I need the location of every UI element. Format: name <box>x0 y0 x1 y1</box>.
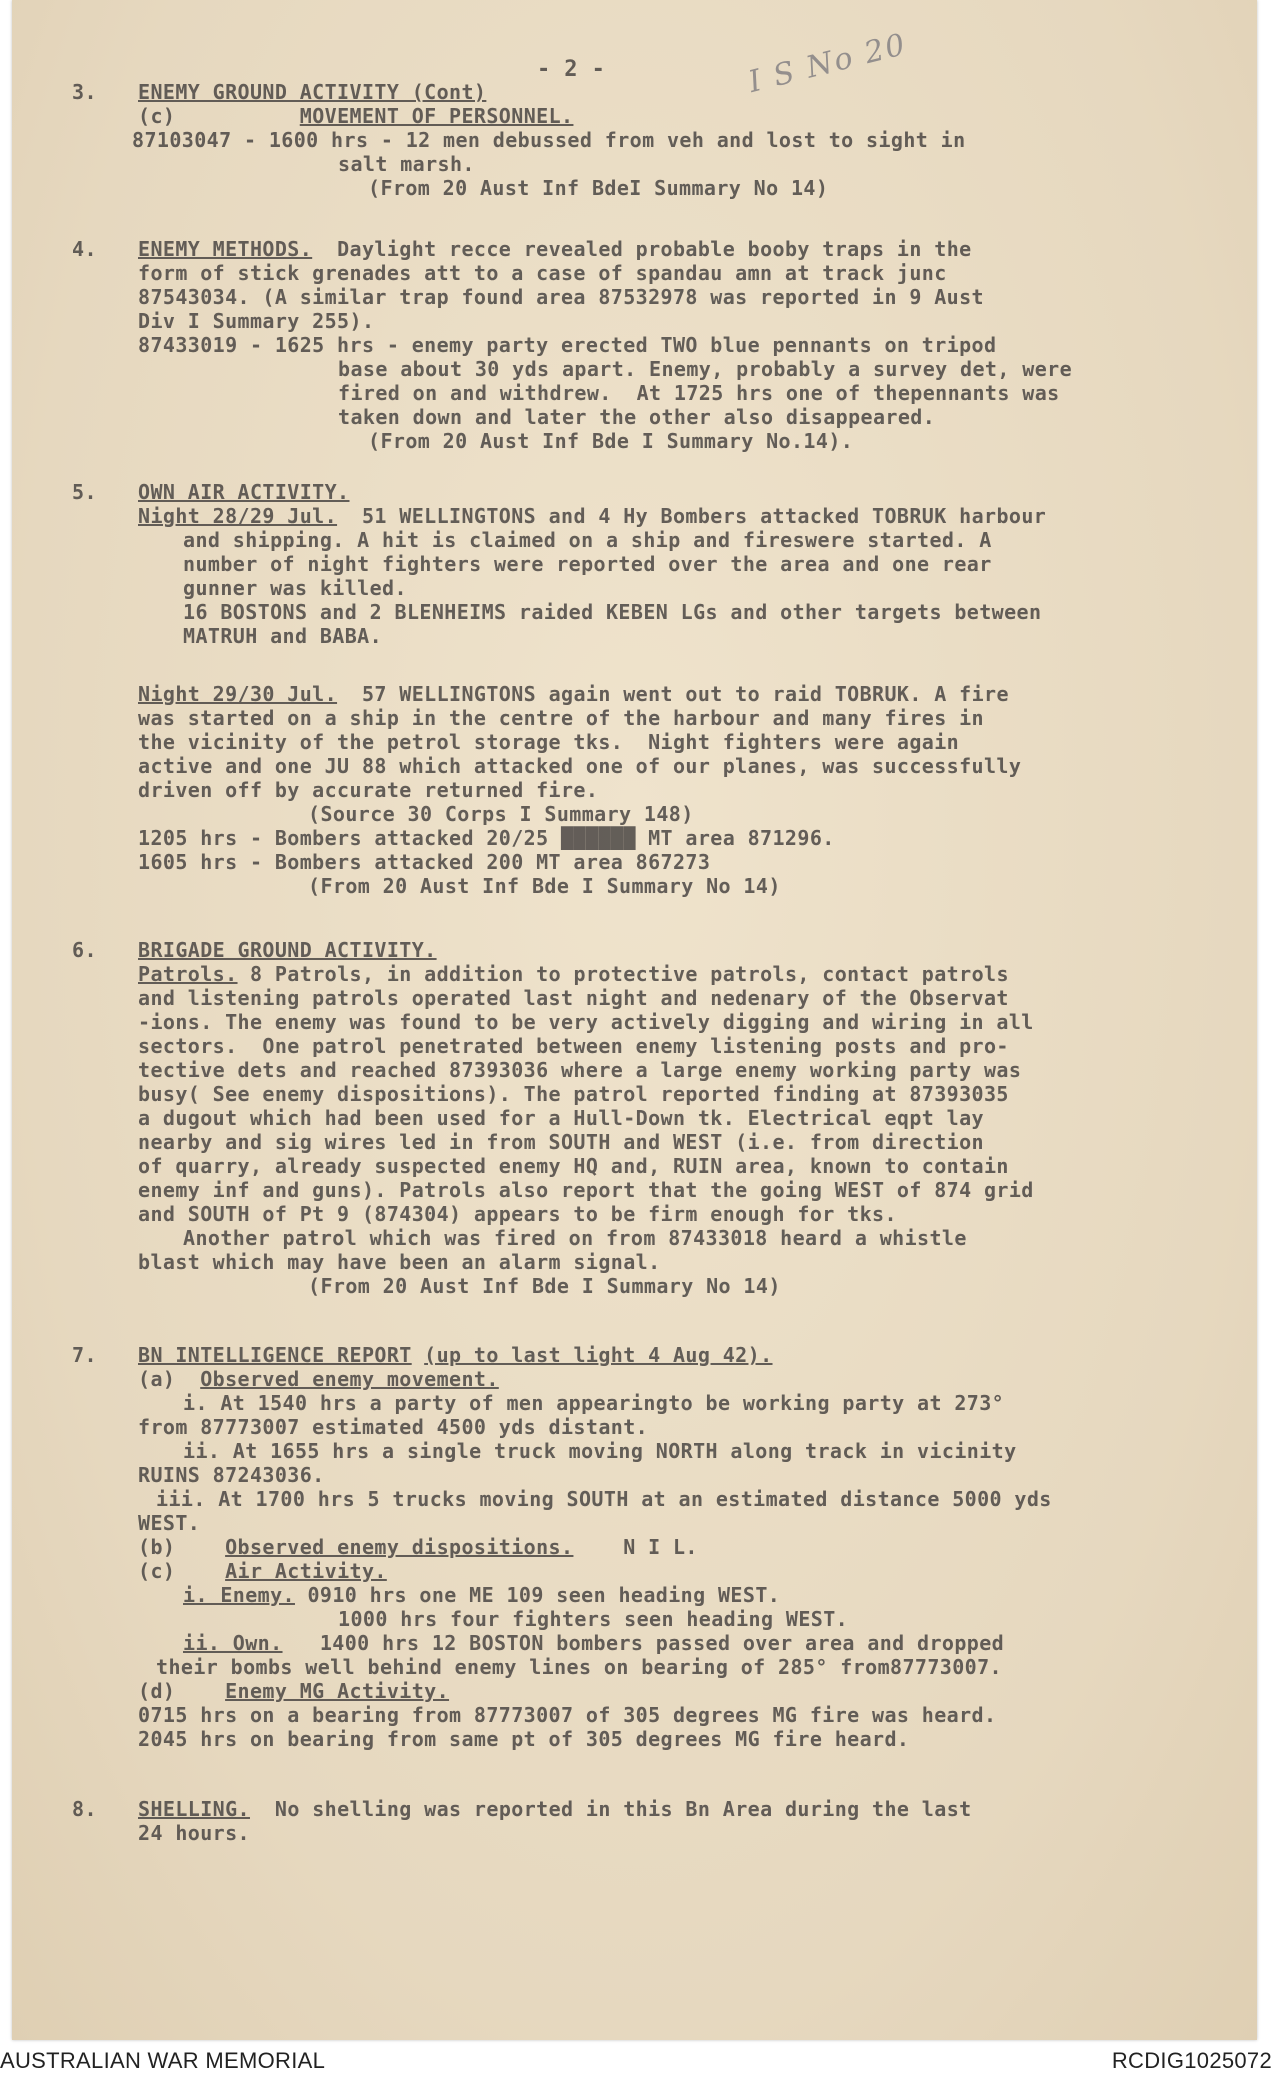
subheading: (c) Air Activity. <box>138 1559 387 1583</box>
text-line: i. At 1540 hrs a party of men appearingto be working party at 273° <box>183 1391 1005 1415</box>
text-line: nearby and sig wires led in from SOUTH and WEST (i.e. from direction <box>138 1130 984 1154</box>
source-line: (From 20 Aust Inf BdeI Summary No 14) <box>368 176 829 200</box>
text-line: 87543034. (A similar trap found area 87532978 was reported in 9 Aust <box>138 285 984 309</box>
text-line: -ions. The enemy was found to be very actively digging and wiring in all <box>138 1010 1034 1034</box>
section-title: ENEMY GROUND ACTIVITY (Cont) <box>138 80 487 104</box>
text-line: of quarry, already suspected enemy HQ and, RUIN area, known to contain <box>138 1154 1009 1178</box>
text-line: 2045 hrs on bearing from same pt of 305 degrees MG fire heard. <box>138 1727 910 1751</box>
text-line: base about 30 yds apart. Enemy, probably a survey det, were <box>338 357 1073 381</box>
text-line: 1605 hrs - Bombers attacked 200 MT area 867273 <box>138 850 711 874</box>
subheading: (a) Observed enemy movement. <box>138 1367 499 1391</box>
text-line: Div I Summary 255). <box>138 309 375 333</box>
text-line: Night 28/29 Jul. 51 WELLINGTONS and 4 Hy Bombers attacked TOBRUK harbour <box>138 504 1047 528</box>
source-line: (Source 30 Corps I Summary 148) <box>308 802 694 826</box>
section-number: 5. <box>72 480 97 504</box>
typed-text <box>12 0 1257 2040</box>
section-title: BN INTELLIGENCE REPORT (up to last light 4 Aug 42). <box>138 1343 773 1367</box>
text-line: busy( See enemy dispositions). The patrol reported finding at 87393035 <box>138 1082 1009 1106</box>
section-number: 8. <box>72 1797 97 1821</box>
text-line: 24 hours. <box>138 1821 250 1845</box>
text-line: gunner was killed. <box>183 576 407 600</box>
text-line: 87103047 - 1600 hrs - 12 men debussed from veh and lost to sight in <box>132 128 966 152</box>
section-title: OWN AIR ACTIVITY. <box>138 480 350 504</box>
text-line: MATRUH and BABA. <box>183 624 383 648</box>
text-line: ii. Own. 1400 hrs 12 BOSTON bombers passed over area and dropped <box>183 1631 1005 1655</box>
text-line: taken down and later the other also disappeared. <box>338 405 936 429</box>
section-title: BRIGADE GROUND ACTIVITY. <box>138 938 437 962</box>
text-line: a dugout which had been used for a Hull-Down tk. Electrical eqpt lay <box>138 1106 984 1130</box>
source-line: (From 20 Aust Inf Bde I Summary No 14) <box>308 1274 781 1298</box>
subheading: (b) Observed enemy dispositions. N I L. <box>138 1535 698 1559</box>
text-line: RUINS 87243036. <box>138 1463 325 1487</box>
text-line: enemy inf and guns). Patrols also report that the going WEST of 874 grid <box>138 1178 1034 1202</box>
text-line: 0715 hrs on a bearing from 87773007 of 305 degrees MG fire was heard. <box>138 1703 997 1727</box>
section-number: 3. <box>72 80 97 104</box>
text-line: ii. At 1655 hrs a single truck moving NORTH along track in vicinity <box>183 1439 1017 1463</box>
text-line: 1000 hrs four fighters seen heading WEST. <box>338 1607 849 1631</box>
text-line: blast which may have been an alarm signal. <box>138 1250 661 1274</box>
text-line: fired on and withdrew. At 1725 hrs one of thepennants was <box>338 381 1060 405</box>
archive-credit: AUSTRALIAN WAR MEMORIAL <box>0 2048 326 2073</box>
text-line: number of night fighters were reported over the area and one rear <box>183 552 992 576</box>
text-line: from 87773007 estimated 4500 yds distant. <box>138 1415 649 1439</box>
text-line: WEST. <box>138 1511 201 1535</box>
text-line: tective dets and reached 87393036 where a large enemy working party was <box>138 1058 1022 1082</box>
text-line: sectors. One patrol penetrated between enemy listening posts and pro- <box>138 1034 1009 1058</box>
text-line: ENEMY METHODS. Daylight recce revealed probable booby traps in the <box>138 237 972 261</box>
text-line: the vicinity of the petrol storage tks. Night fighters were again <box>138 730 960 754</box>
text-line: their bombs well behind enemy lines on bearing of 285° from87773007. <box>156 1655 1002 1679</box>
section-number: 4. <box>72 237 97 261</box>
text-line: 1205 hrs - Bombers attacked 20/25 ██████ MT area 871296. <box>138 826 835 850</box>
section-number: 7. <box>72 1343 97 1367</box>
text-line: Night 29/30 Jul. 57 WELLINGTONS again went out to raid TOBRUK. A fire <box>138 682 1009 706</box>
subheading: (c) MOVEMENT OF PERSONNEL. <box>138 104 574 128</box>
source-line: (From 20 Aust Inf Bde I Summary No 14) <box>308 874 781 898</box>
text-line: 87433019 - 1625 hrs - enemy party erected TWO blue pennants on tripod <box>138 333 997 357</box>
text-line: Another patrol which was fired on from 87433018 heard a whistle <box>183 1226 967 1250</box>
section-number: 6. <box>72 938 97 962</box>
text-line: and shipping. A hit is claimed on a ship and fireswere started. A <box>183 528 992 552</box>
page-number: - 2 - <box>537 57 606 82</box>
subheading: (d) Enemy MG Activity. <box>138 1679 450 1703</box>
archive-reference: RCDIG1025072 <box>1111 2048 1272 2073</box>
source-line: (From 20 Aust Inf Bde I Summary No.14). <box>368 429 854 453</box>
text-line: salt marsh. <box>338 152 475 176</box>
text-line: 16 BOSTONS and 2 BLENHEIMS raided KEBEN LGs and other targets between <box>183 600 1042 624</box>
document-page <box>12 0 1257 2040</box>
text-line: SHELLING. No shelling was reported in this Bn Area during the last <box>138 1797 972 1821</box>
text-line: i. Enemy. 0910 hrs one ME 109 seen heading WEST. <box>183 1583 781 1607</box>
text-line: iii. At 1700 hrs 5 trucks moving SOUTH at an estimated distance 5000 yds <box>156 1487 1052 1511</box>
handwritten-annotation: I S No 20 <box>745 26 911 101</box>
text-line: Patrols. 8 Patrols, in addition to protective patrols, contact patrols <box>138 962 1009 986</box>
text-line: was started on a ship in the centre of the harbour and many fires in <box>138 706 984 730</box>
text-line: active and one JU 88 which attacked one of our planes, was successfully <box>138 754 1022 778</box>
text-line: and SOUTH of Pt 9 (874304) appears to be firm enough for tks. <box>138 1202 897 1226</box>
text-line: and listening patrols operated last night and nedenary of the Observat <box>138 986 1009 1010</box>
text-line: driven off by accurate returned fire. <box>138 778 599 802</box>
text-line: form of stick grenades att to a case of spandau amn at track junc <box>138 261 947 285</box>
